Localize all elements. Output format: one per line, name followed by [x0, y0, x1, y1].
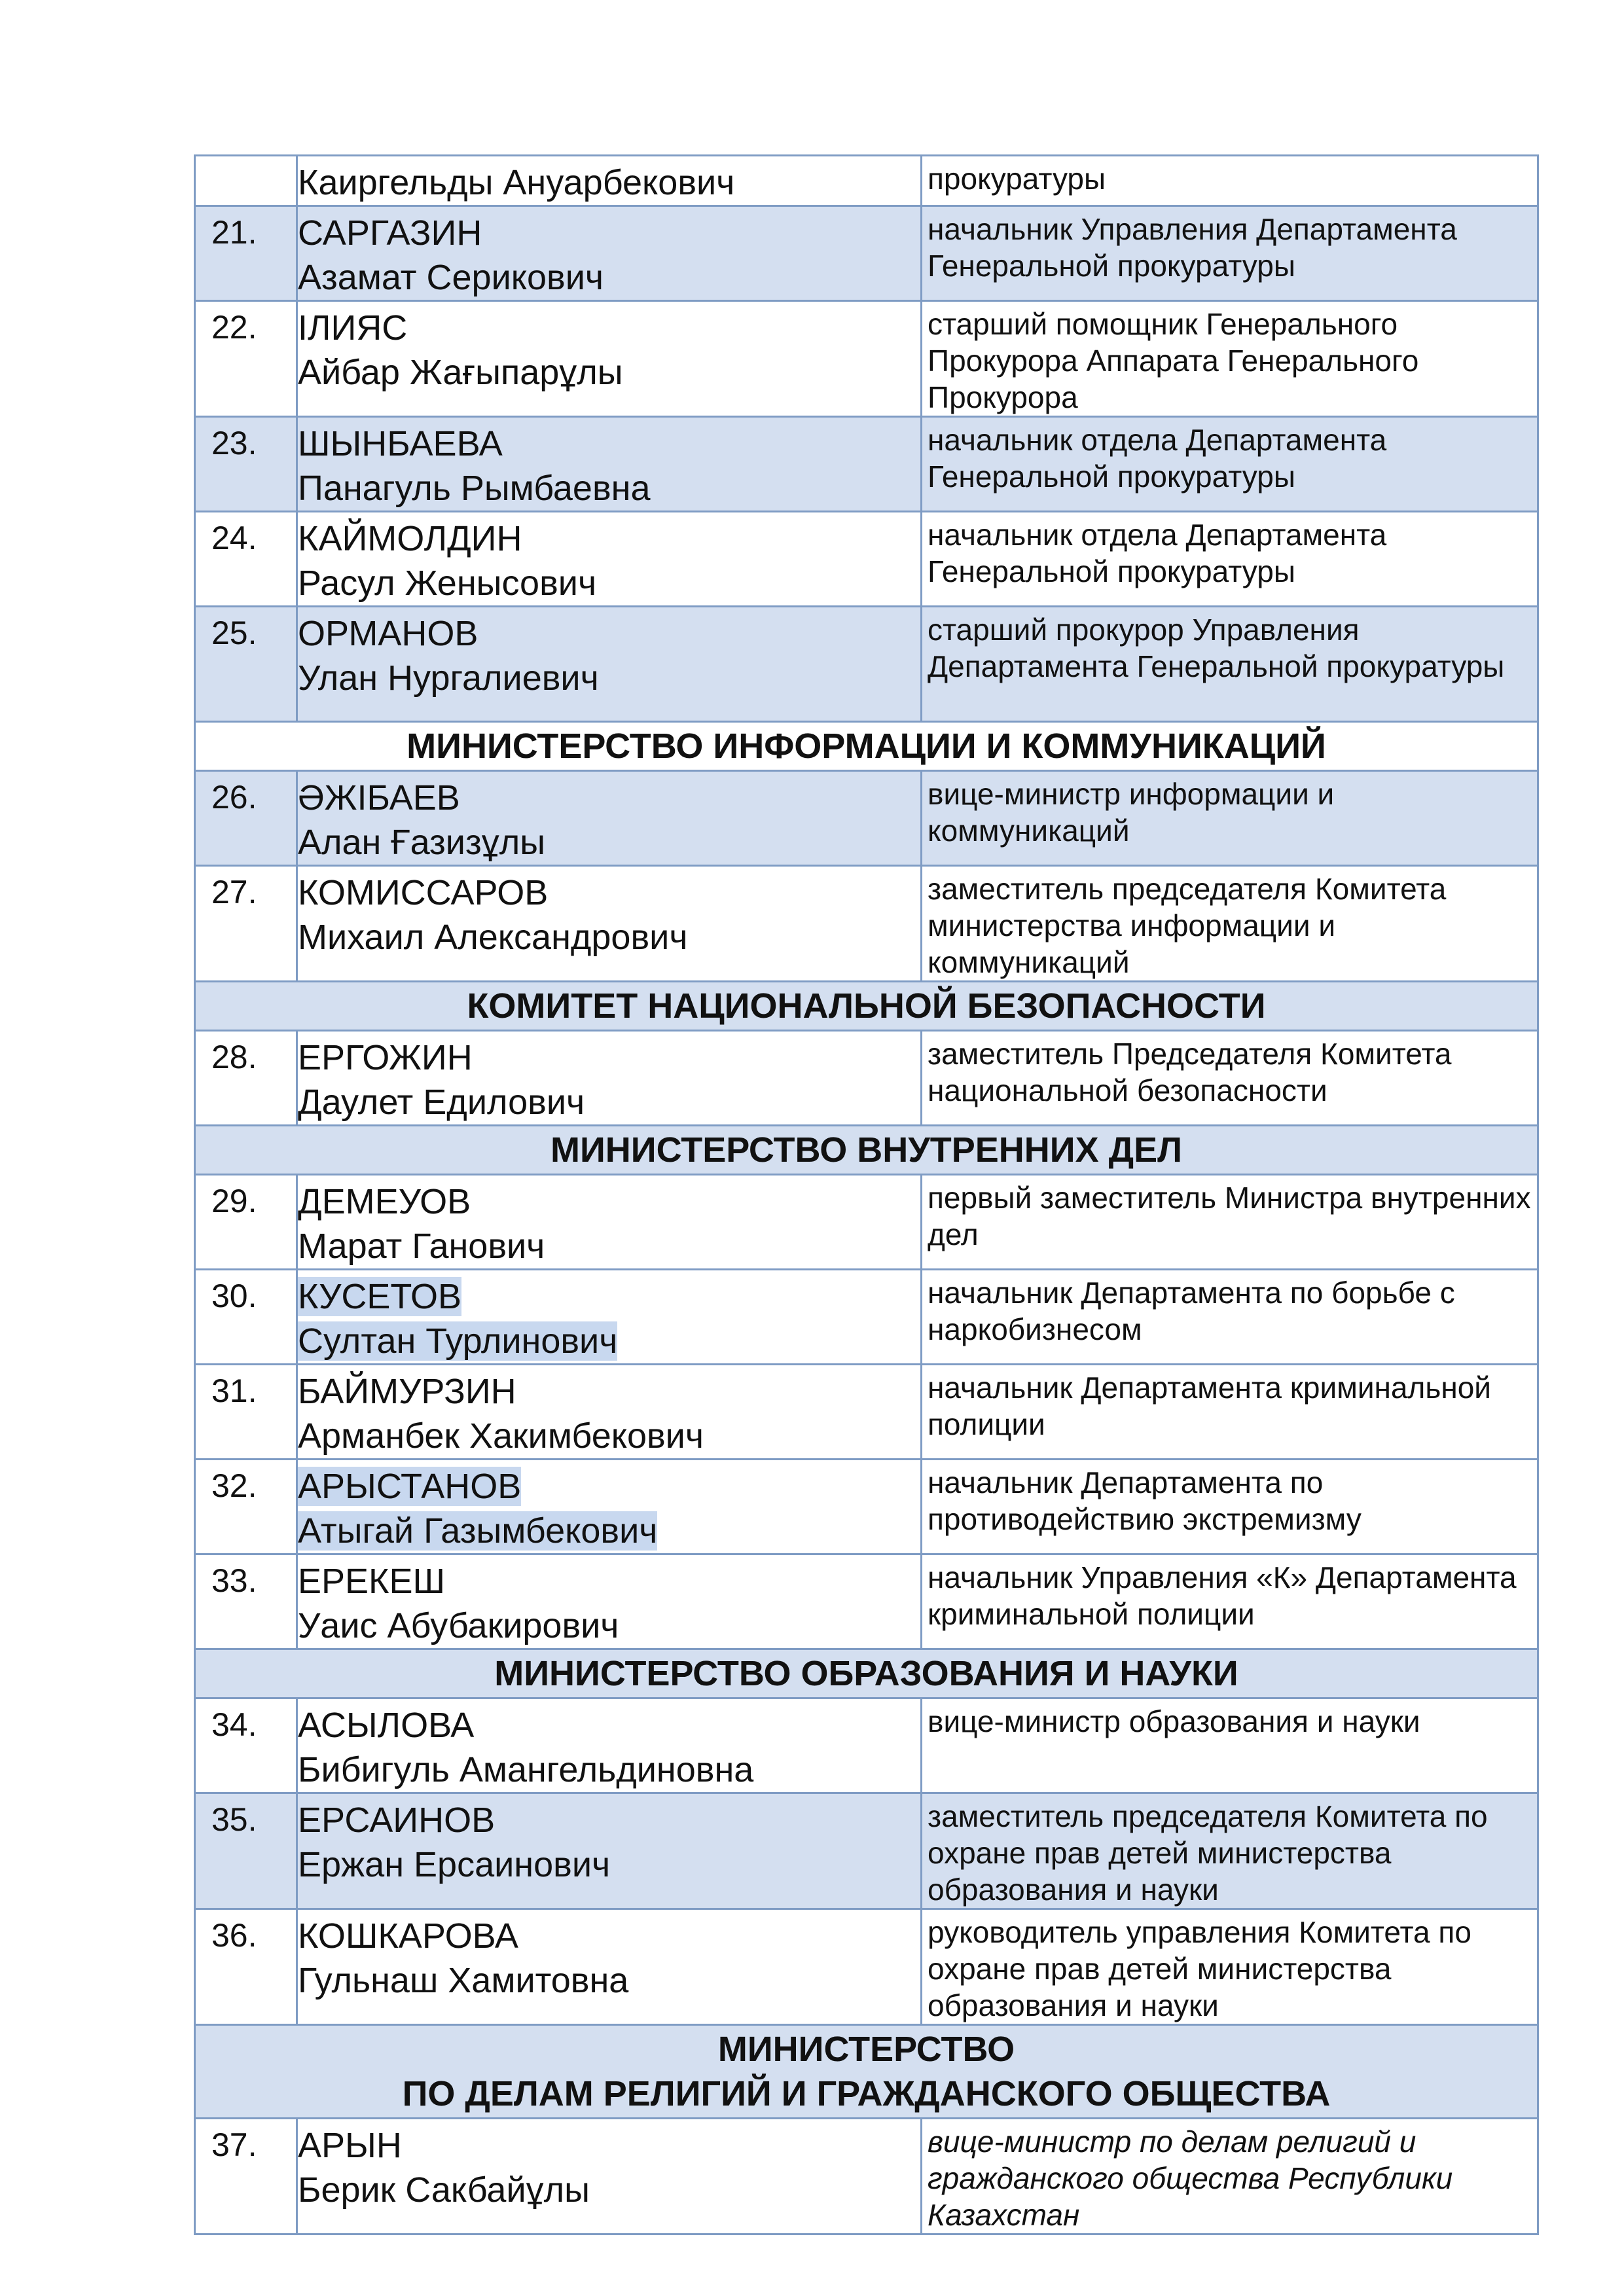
row-number: 29.: [195, 1175, 297, 1270]
person-name: Каиргельды Ануарбекович: [297, 156, 922, 206]
position-text: начальник Управления «К» Департамента криминальной полиции: [922, 1554, 1538, 1649]
surname: АРЫСТАНОВ: [298, 1467, 522, 1506]
position-text: начальник Департамента по борьбе с наркобизнесом: [922, 1270, 1538, 1365]
row-number: 28.: [195, 1031, 297, 1126]
person-name: [297, 1909, 922, 2025]
given-name: Бибигуль Амангельдиновна: [298, 1750, 754, 1789]
section-title: МИНИСТЕРСТВО ПО ДЕЛАМ РЕЛИГИЙ И ГРАЖДАНСКОГО ОБЩЕСТВА: [195, 2025, 1538, 2119]
row-number: 33.: [195, 1554, 297, 1649]
table-row: [195, 771, 1538, 866]
surname: КАЙМОЛДИН: [298, 519, 522, 558]
table-row: [195, 1175, 1538, 1270]
surname: ЕРСАИНОВ: [298, 1801, 496, 1840]
given-name: Арманбек Хакимбекович: [298, 1416, 704, 1456]
table-row: [195, 1793, 1538, 1909]
surname: ӘЖІБАЕВ: [298, 778, 460, 817]
given-name: Даулет Едилович: [298, 1083, 585, 1122]
person-name: [297, 1460, 922, 1554]
given-name: Уаис Абубакирович: [298, 1606, 619, 1645]
given-name: Улан Нургалиевич: [298, 658, 599, 698]
section-title: МИНИСТЕРСТВО ВНУТРЕННИХ ДЕЛ: [195, 1126, 1538, 1175]
table-row: [195, 2119, 1538, 2234]
given-name: Азамат Серикович: [298, 258, 604, 297]
person-name: [297, 771, 922, 866]
person-name: [297, 1698, 922, 1793]
surname: ОРМАНОВ: [298, 614, 478, 653]
row-number: 27.: [195, 866, 297, 982]
table-row: [195, 1270, 1538, 1365]
section-header-row: [195, 1649, 1538, 1698]
table-row: [195, 301, 1538, 417]
section-header-row: [195, 722, 1538, 771]
position-text: заместитель Председателя Комитета национальной безопасности: [922, 1031, 1538, 1126]
table-row: [195, 417, 1538, 512]
person-name: [297, 1031, 922, 1126]
surname: ЕРГОЖИН: [298, 1038, 473, 1077]
personnel-table: [194, 154, 1539, 2235]
section-header-row: [195, 982, 1538, 1031]
row-number: 26.: [195, 771, 297, 866]
position-text: прокуратуры: [922, 156, 1538, 206]
row-number: 23.: [195, 417, 297, 512]
table-row: [195, 206, 1538, 301]
position-text: руководитель управления Комитета по охране прав детей министерства образования и науки: [922, 1909, 1538, 2025]
person-name: [297, 607, 922, 722]
given-name: Султан Турлинович: [298, 1321, 618, 1361]
section-title: МИНИСТЕРСТВО ОБРАЗОВАНИЯ И НАУКИ: [195, 1649, 1538, 1698]
position-text: начальник Департамента криминальной полиции: [922, 1365, 1538, 1460]
person-name: [297, 1365, 922, 1460]
table-row: [195, 607, 1538, 722]
row-number: 22.: [195, 301, 297, 417]
given-name: Ержан Ерсаинович: [298, 1845, 611, 1884]
position-text: вице-министр по делам религий и гражданского общества Республики Казахстан: [922, 2119, 1538, 2234]
position-text: начальник отдела Департамента Генеральной прокуратуры: [922, 417, 1538, 512]
position-text: заместитель председателя Комитета по охране прав детей министерства образования и науки: [922, 1793, 1538, 1909]
given-name: Расул Женысович: [298, 564, 597, 603]
row-number: 32.: [195, 1460, 297, 1554]
position-text: первый заместитель Министра внутренних дел: [922, 1175, 1538, 1270]
surname: БАЙМУРЗИН: [298, 1372, 516, 1411]
table-row: [195, 1909, 1538, 2025]
surname: ШЫНБАЕВА: [298, 424, 503, 463]
table-row: [195, 866, 1538, 982]
table-row: [195, 156, 1538, 206]
person-name: [297, 301, 922, 417]
table-row: [195, 1031, 1538, 1126]
section-title: КОМИТЕТ НАЦИОНАЛЬНОЙ БЕЗОПАСНОСТИ: [195, 982, 1538, 1031]
table-row: [195, 1460, 1538, 1554]
row-number: 21.: [195, 206, 297, 301]
given-name: Айбар Жағыпарұлы: [298, 353, 623, 392]
person-name: [297, 2119, 922, 2234]
surname: ДЕМЕУОВ: [298, 1182, 471, 1221]
person-name: [297, 1554, 922, 1649]
person-name: [297, 1270, 922, 1365]
section-header-row: [195, 2025, 1538, 2119]
surname: КУСЕТОВ: [298, 1277, 461, 1316]
table-row: [195, 1554, 1538, 1649]
row-number: 31.: [195, 1365, 297, 1460]
surname: КОШКАРОВА: [298, 1916, 518, 1956]
table-row: [195, 512, 1538, 607]
given-name: Алан Ғазизұлы: [298, 823, 546, 862]
person-name: [297, 512, 922, 607]
given-name: Михаил Александрович: [298, 918, 688, 957]
surname: АСЫЛОВА: [298, 1706, 475, 1745]
person-name: [297, 206, 922, 301]
row-number: 24.: [195, 512, 297, 607]
position-text: начальник Управления Департамента Генеральной прокуратуры: [922, 206, 1538, 301]
section-title: МИНИСТЕРСТВО ИНФОРМАЦИИ И КОММУНИКАЦИЙ: [195, 722, 1538, 771]
person-name: [297, 1175, 922, 1270]
position-text: начальник отдела Департамента Генеральной прокуратуры: [922, 512, 1538, 607]
surname: ІЛИЯС: [298, 308, 408, 348]
row-number: 25.: [195, 607, 297, 722]
given-name: Панагуль Рымбаевна: [298, 469, 651, 508]
table-row: [195, 1698, 1538, 1793]
section-header-row: [195, 1126, 1538, 1175]
given-name: Берик Сакбайұлы: [298, 2170, 590, 2210]
row-number: 30.: [195, 1270, 297, 1365]
person-name: [297, 417, 922, 512]
position-text: старший прокурор Управления Департамента Генеральной прокуратуры: [922, 607, 1538, 722]
row-number: 34.: [195, 1698, 297, 1793]
row-number: 36.: [195, 1909, 297, 2025]
person-name: [297, 1793, 922, 1909]
given-name: Гульнаш Хамитовна: [298, 1961, 629, 2000]
surname: ЕРЕКЕШ: [298, 1562, 446, 1601]
position-text: вице-министр информации и коммуникаций: [922, 771, 1538, 866]
given-name: Марат Ганович: [298, 1227, 545, 1266]
given-name: Атыгай Газымбекович: [298, 1511, 658, 1551]
surname: САРГАЗИН: [298, 213, 482, 253]
position-text: вице-министр образования и науки: [922, 1698, 1538, 1793]
table-row: [195, 1365, 1538, 1460]
surname: КОМИССАРОВ: [298, 873, 549, 912]
position-text: старший помощник Генерального Прокурора Аппарата Генерального Прокурора: [922, 301, 1538, 417]
row-number: 37.: [195, 2119, 297, 2234]
row-number: 35.: [195, 1793, 297, 1909]
position-text: заместитель председателя Комитета министерства информации и коммуникаций: [922, 866, 1538, 982]
person-name: [297, 866, 922, 982]
row-number: [195, 156, 297, 206]
position-text: начальник Департамента по противодействию экстремизму: [922, 1460, 1538, 1554]
surname: АРЫН: [298, 2126, 402, 2165]
